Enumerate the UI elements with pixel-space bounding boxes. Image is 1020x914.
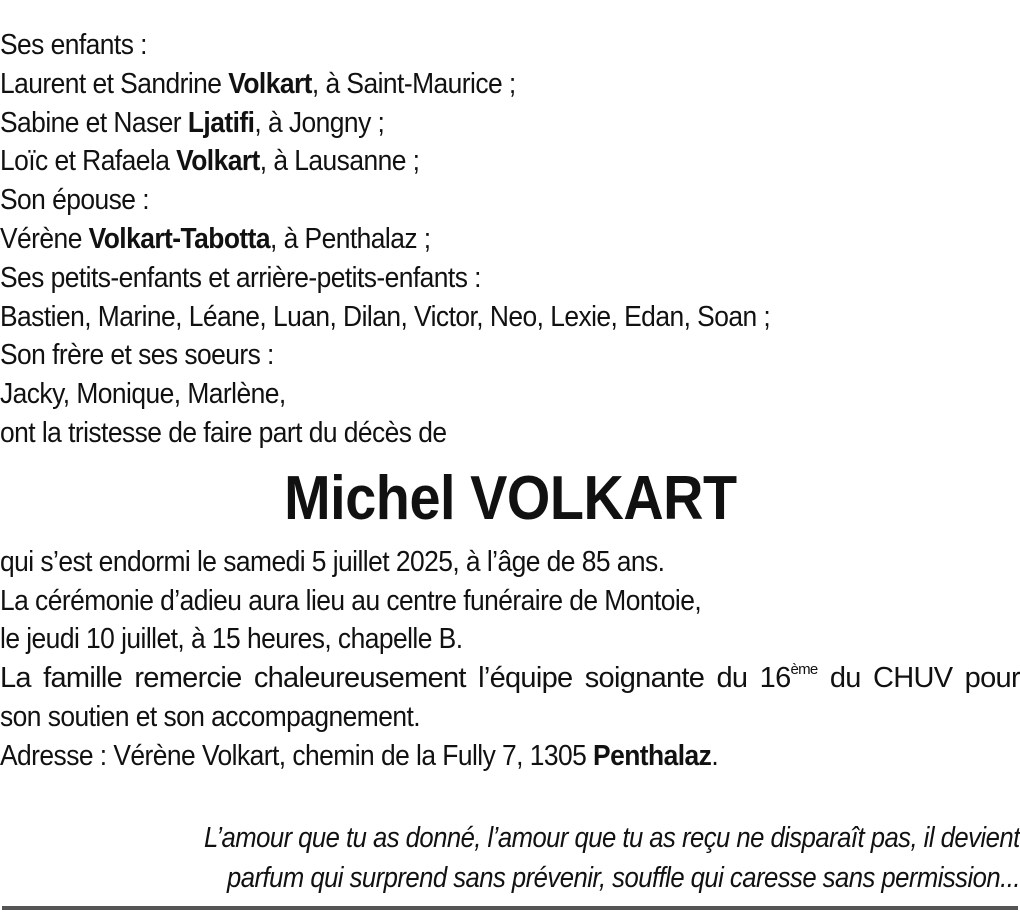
thanks-line-1: La famille remercie chaleureusement l’équipe soignante du 16ème du CHUV pour [0, 661, 1020, 695]
quote-line-2: parfum qui surprend sans prévenir, souffle qui caresse sans permission... [227, 862, 1020, 894]
thanks-line-2: son soutien et son accompagnement. [0, 700, 421, 733]
siblings-heading: Son frère et ses soeurs : [0, 339, 274, 372]
ceremony-line-1: La cérémonie d’adieu aura lieu au centre funéraire de Montoie, [0, 584, 702, 617]
child-entry: Sabine et Naser Ljatifi, à Jongny ; [0, 106, 385, 139]
siblings-list: Jacky, Monique, Marlène, [0, 378, 286, 411]
grandchildren-heading: Ses petits-enfants et arrière-petits-enfants : [0, 261, 481, 294]
announcement-text: ont la tristesse de faire part du décès de [0, 416, 447, 449]
child-entry: Loïc et Rafaela Volkart, à Lausanne ; [0, 145, 420, 178]
ceremony-line-2: le jeudi 10 juillet, à 15 heures, chapelle B. [0, 623, 463, 656]
quote-line-1: L’amour que tu as donné, l’amour que tu as reçu ne disparaît pas, il devient [204, 822, 1020, 854]
death-details: qui s’est endormi le samedi 5 juillet 2025, à l’âge de 85 ans. [0, 545, 665, 578]
spouse-heading: Son épouse : [0, 184, 149, 217]
obituary-notice [0, 26, 1020, 776]
child-entry: Laurent et Sandrine Volkart, à Saint-Maurice ; [0, 67, 516, 100]
address-line: Adresse : Vérène Volkart, chemin de la Fully 7, 1305 Penthalaz. [0, 739, 719, 772]
spouse-entry: Vérène Volkart-Tabotta, à Penthalaz ; [0, 222, 431, 255]
superscript-ordinal: ème [790, 661, 818, 679]
closing-quote [0, 818, 1020, 898]
grandchildren-list: Bastien, Marine, Léane, Luan, Dilan, Victor, Neo, Lexie, Edan, Soan ; [0, 300, 771, 333]
deceased-name: Michel VOLKART [283, 463, 737, 533]
bottom-divider [2, 906, 1018, 910]
children-heading: Ses enfants : [0, 29, 147, 61]
